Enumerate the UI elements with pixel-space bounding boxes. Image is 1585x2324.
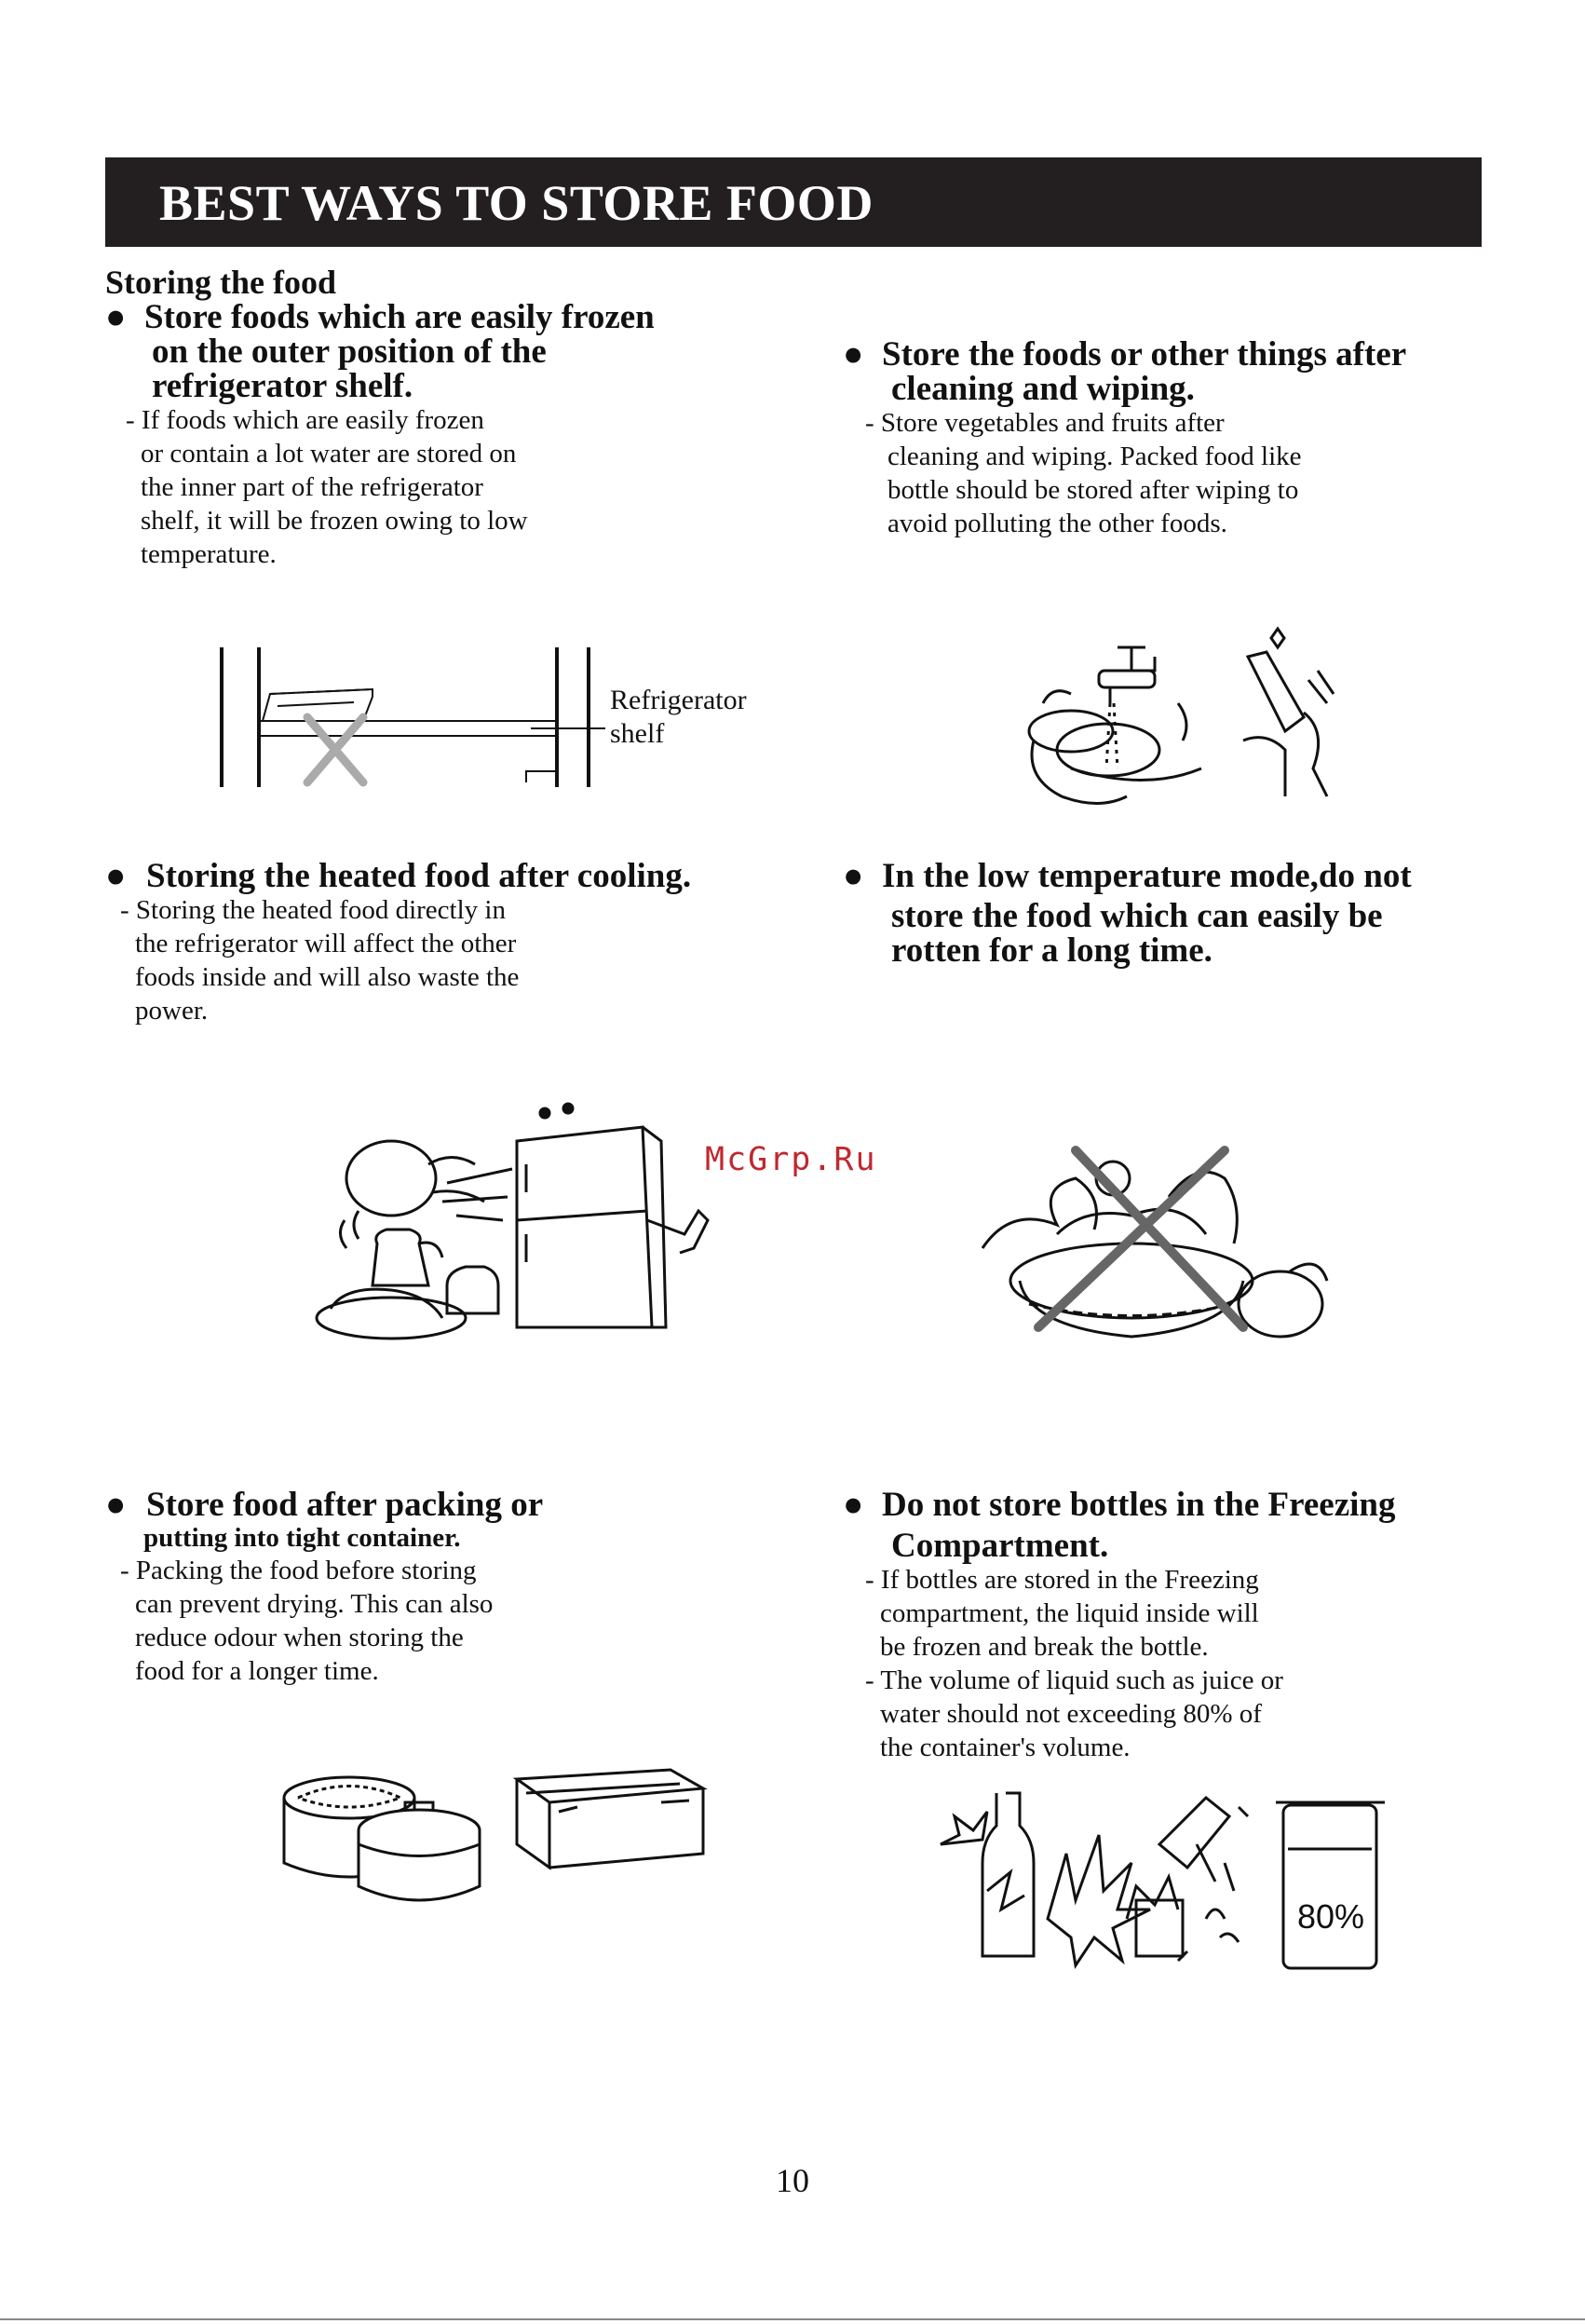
subtitle: Storing the food <box>105 264 337 301</box>
heading-line: ● In the low temperature mode,do not <box>843 857 1412 895</box>
section-outer-shelf <box>105 265 655 571</box>
heading-line: ● Store the foods or other things after <box>843 335 1407 374</box>
broken-bottles-illustration <box>936 1788 1402 1975</box>
bullet: ● <box>843 1486 864 1524</box>
body-line: the inner part of the refrigerator <box>141 472 483 502</box>
watermark: McGrp.Ru <box>705 1141 877 1178</box>
heading-line: putting into tight container. <box>143 1523 461 1553</box>
heading-line: ● Store foods which are easily frozen <box>105 298 655 336</box>
bullet: ● <box>105 857 127 895</box>
heading-line: ● Storing the heated food after cooling. <box>105 857 692 895</box>
title-banner <box>105 157 1482 247</box>
body-line: or contain a lot water are stored on <box>141 439 517 469</box>
body-line: water should not exceeding 80% of <box>880 1699 1262 1729</box>
section-cleaning <box>843 337 1406 540</box>
heading-line: ● Store food after packing or <box>105 1486 544 1524</box>
body-line: compartment, the liquid inside will <box>880 1598 1259 1628</box>
body-line: avoid polluting the other foods. <box>887 509 1227 538</box>
body-line: bottle should be stored after wiping to <box>887 475 1299 505</box>
body-line: can prevent drying. This can also <box>135 1589 494 1619</box>
section-heated <box>105 859 691 1027</box>
heated-food-illustration <box>289 1099 708 1360</box>
body-line: the container's volume. <box>880 1733 1131 1762</box>
section-low-temperature <box>843 859 1412 968</box>
body-line: cleaning and wiping. Packed food like <box>887 442 1302 471</box>
body-line: - If foods which are easily frozen <box>126 405 484 435</box>
bullet: ● <box>105 1486 127 1524</box>
body-line: - Store vegetables and fruits after <box>865 408 1225 438</box>
heading-line: on the outer position of the <box>152 333 547 371</box>
body-line: food for a longer time. <box>135 1656 379 1686</box>
heading-line: refrigerator shelf. <box>152 367 413 405</box>
body-line: - If bottles are stored in the Freezing <box>865 1565 1259 1595</box>
heading-line: ● Do not store bottles in the Freezing <box>843 1486 1396 1524</box>
body-line: - Storing the heated food directly in <box>120 895 506 925</box>
page-title: BEST WAYS TO STORE FOOD <box>159 175 874 231</box>
heading-line: store the food which can easily be <box>891 897 1383 935</box>
bullet: ● <box>105 298 127 336</box>
section-packing <box>105 1488 543 1688</box>
bottom-rule <box>0 2318 1585 2320</box>
containers-illustration <box>279 1756 708 1914</box>
body-line: be frozen and break the bottle. <box>880 1632 1209 1662</box>
heading-line: cleaning and wiping. <box>891 370 1195 408</box>
beaker-label: 80% <box>1297 1897 1365 1936</box>
heading-line: rotten for a long time. <box>891 931 1212 970</box>
washing-illustration <box>1006 629 1360 815</box>
cross-mark-icon <box>1038 1150 1243 1327</box>
heading-line: Compartment. <box>891 1527 1109 1565</box>
body-line: - Packing the food before storing <box>120 1556 477 1585</box>
body-line: the refrigerator will affect the other <box>135 929 517 958</box>
body-line: power. <box>135 996 209 1026</box>
bullet: ● <box>843 857 864 895</box>
body-line: reduce odour when storing the <box>135 1623 464 1652</box>
section-bottles <box>843 1488 1396 1764</box>
body-line: - The volume of liquid such as juice or <box>865 1665 1283 1695</box>
body-line: shelf, it will be frozen owing to low <box>141 506 528 536</box>
shelf-label: Refrigerator shelf <box>610 685 747 749</box>
rotten-food-illustration <box>973 1141 1327 1355</box>
bullet: ● <box>843 335 864 374</box>
page-number: 10 <box>776 2162 809 2199</box>
cross-mark-icon <box>307 717 363 782</box>
body-line: temperature. <box>141 539 277 569</box>
body-line: foods inside and will also waste the <box>135 962 520 992</box>
